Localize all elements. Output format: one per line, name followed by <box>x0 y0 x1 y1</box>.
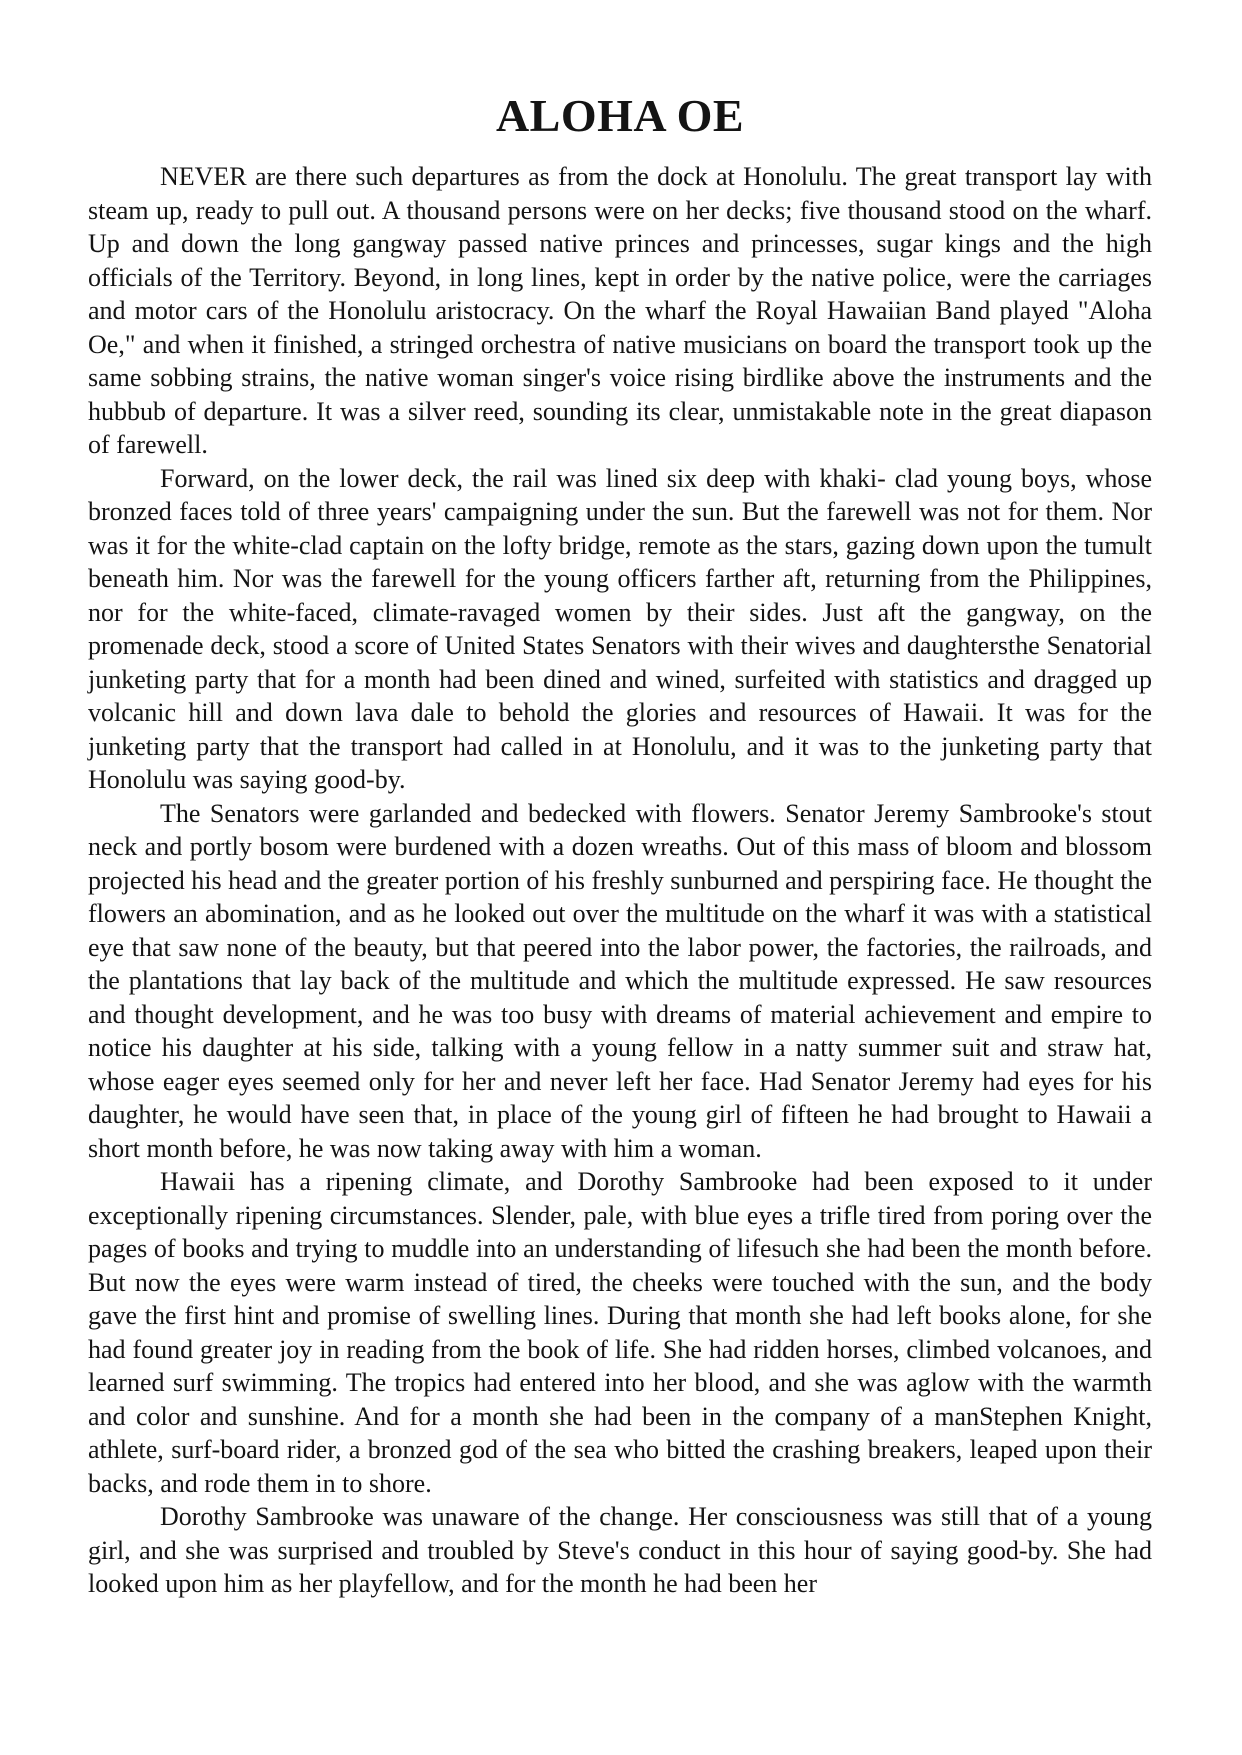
story-body <box>88 160 1152 1601</box>
paragraph: NEVER are there such departures as from the dock at Honolulu. The great transport lay with steam up, ready to pull out. A thousand persons were on her decks; five thousand stood on the wharf. Up and down the long gangway passed native princes and princesses, sugar kings and the high officials of the Territory. Beyond, in long lines, kept in order by the native police, were the carriages and motor cars of the Honolulu aristocracy. On the wharf the Royal Hawaiian Band played "Aloha Oe," and when it finished, a stringed orchestra of native musicians on board the transport took up the same sobbing strains, the native woman singer's voice rising birdlike above the instruments and the hubbub of departure. It was a silver reed, sounding its clear, unmistakable note in the great diapason of farewell. <box>88 162 1152 459</box>
paragraph: The Senators were garlanded and bedecked with flowers. Senator Jeremy Sambrooke's stout neck and portly bosom were burdened with a dozen wreaths. Out of this mass of bloom and blossom projected his head and the greater portion of his freshly sunburned and perspiring face. He thought the flowers an abomination, and as he looked out over the multitude on the wharf it was with a statistical eye that saw none of the beauty, but that peered into the labor power, the factories, the railroads, and the plantations that lay back of the multitude and which the multitude expressed. He saw resources and thought development, and he was too busy with dreams of material achievement and empire to notice his daughter at his side, talking with a young fellow in a natty summer suit and straw hat, whose eager eyes seemed only for her and never left her face. Had Senator Jeremy had eyes for his daughter, he would have seen that, in place of the young girl of fifteen he had brought to Hawaii a short month before, he was now taking away with him a woman. <box>88 798 1152 1163</box>
document-page <box>88 86 1152 1601</box>
paragraph: Hawaii has a ripening climate, and Dorothy Sambrooke had been exposed to it under exceptionally ripening circumstances. Slender, pale, with blue eyes a trifle tired from poring over the pages of books and trying to muddle into an understanding of lifesuch she had been the month before. But now the eyes were warm instead of tired, the cheeks were touched with the sun, and the body gave the first hint and promise of swelling lines. During that month she had left books alone, for she had found greater joy in reading from the book of life. She had ridden horses, climbed volcanoes, and learned surf swimming. The tropics had entered into her blood, and she was aglow with the warmth and color and sunshine. And for a month she had been in the company of a manStephen Knight, athlete, surf-board rider, a bronzed god of the sea who bitted the crashing breakers, leaped upon their backs, and rode them in to shore. <box>88 1167 1152 1498</box>
paragraph: Dorothy Sambrooke was unaware of the change. Her consciousness was still that of a young girl, and she was surprised and troubled by Steve's conduct in this hour of saying good-by. She had looked upon him as her playfellow, and for the month he had been her <box>88 1502 1152 1598</box>
paragraph: Forward, on the lower deck, the rail was lined six deep with khaki- clad young boys, whose bronzed faces told of three years' campaigning under the sun. But the farewell was not for them. Nor was it for the white-clad captain on the lofty bridge, remote as the stars, gazing down upon the tumult beneath him. Nor was the farewell for the young officers farther aft, returning from the Philippines, nor for the white-faced, climate-ravaged women by their sides. Just aft the gangway, on the promenade deck, stood a score of United States Senators with their wives and daughtersthe Senatorial junketing party that for a month had been dined and wined, surfeited with statistics and dragged up volcanic hill and down lava dale to behold the glories and resources of Hawaii. It was for the junketing party that the transport had called in at Honolulu, and it was to the junketing party that Honolulu was saying good-by. <box>88 463 1152 794</box>
page-title: ALOHA OE <box>495 90 745 141</box>
